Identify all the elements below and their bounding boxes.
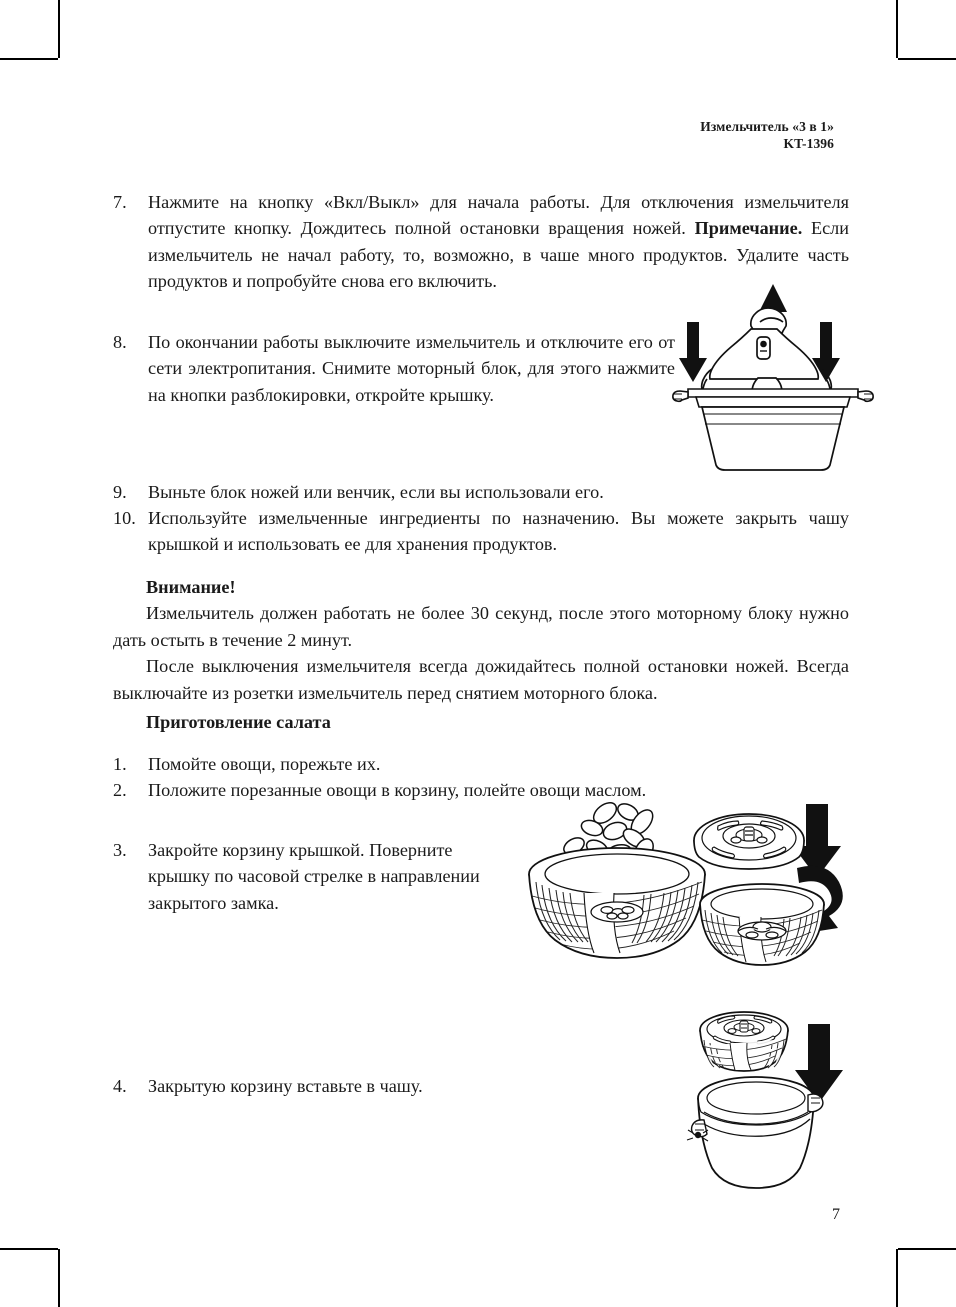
list-item-7-lead: Нажмите на кнопку «Вкл/Выкл» для начала работы. Для отключения измельчителя отпустите кнопку. Дождитесь полной остановки вращения ножей. [148, 192, 849, 239]
list-item-10 [113, 505, 849, 558]
figure-basket-into-bowl [682, 1002, 908, 1192]
list-item-9 [113, 479, 849, 505]
mesh-basket-illustration [529, 848, 705, 958]
salad-section-title [146, 709, 331, 735]
salad-step-1 [113, 751, 849, 777]
figure-motor-unit-removal [662, 282, 884, 472]
crop-mark-right-bottom [898, 1248, 956, 1250]
closed-basket-illustration [700, 1012, 788, 1071]
salad-step-1-number: 1. [113, 754, 127, 774]
list-item-8-number: 8. [113, 332, 127, 352]
salad-step-3-text: Закройте корзину крышкой. Поверните крышку по часовой стрелке в направлении закрытого замка. [148, 840, 480, 913]
crop-mark-right-top [898, 58, 956, 60]
figure-basket-lid-close [692, 800, 918, 975]
bowl-lid-illustration [673, 389, 873, 407]
figure-basket-filling [522, 800, 712, 965]
crop-mark-bottom-right [896, 1249, 898, 1307]
salad-step-2-text: Положите порезанные овощи в корзину, полейте овощи маслом. [148, 780, 647, 800]
salad-section-title-text: Приготовление салата [146, 712, 331, 732]
crop-mark-bottom-left [58, 1249, 60, 1307]
list-item-7-text [148, 189, 849, 295]
list-item-9-text: Выньте блок ножей или венчик, если вы использовали его. [148, 482, 604, 502]
warning-section [113, 574, 849, 706]
salad-step-4-number: 4. [113, 1076, 127, 1096]
salad-step-2-number: 2. [113, 780, 127, 800]
page-number: 7 [832, 1206, 840, 1223]
header-product-title: Измельчитель «3 в 1» [700, 119, 834, 134]
warning-title-text: Внимание! [146, 577, 236, 597]
crop-mark-left-bottom [0, 1248, 58, 1250]
document-header [700, 118, 834, 152]
list-item-7-number: 7. [113, 192, 127, 212]
salad-step-4 [113, 1073, 613, 1099]
salad-step-3-number: 3. [113, 840, 127, 860]
mesh-basket-illustration-2 [700, 884, 824, 965]
warning-paragraph-1: Измельчитель должен работать не более 30 секунд, после этого моторному блоку нужно дать остыть в течение 2 минут. [113, 603, 849, 650]
salad-step-3 [113, 837, 513, 916]
bowl-illustration [702, 407, 844, 470]
crop-mark-top-left [58, 0, 60, 58]
basket-lid-illustration [694, 814, 804, 869]
salad-step-4-text: Закрытую корзину вставьте в чашу. [148, 1076, 423, 1096]
crop-mark-top-right [896, 0, 898, 58]
salad-step-1-text: Помойте овощи, порежьте их. [148, 754, 381, 774]
list-item-7-tail: Если измельчитель не начал работу, то, возможно, в чаше много продуктов. Удалите часть продуктов и попробуйте снова его включить. [148, 218, 849, 292]
arrow-down-left-icon [679, 322, 707, 382]
bowl-illustration-2 [687, 1077, 823, 1188]
list-item-7-note-label: Примечание. [694, 218, 803, 239]
crop-mark-left-top [0, 58, 58, 60]
list-item-9-number: 9. [113, 482, 127, 502]
motor-unit-illustration [702, 308, 832, 402]
header-model-number: KT-1396 [783, 136, 834, 151]
list-item-8 [113, 329, 675, 408]
list-item-8-text: По окончании работы выключите измельчитель и отключите его от сети электропитания. Снимите моторный блок, для этого нажмите на кнопки разблокировки, откройте крышку. [148, 332, 675, 405]
list-item-10-text: Используйте измельченные ингредиенты по назначению. Вы можете закрыть чашу крышкой и использовать ее для хранения продуктов. [148, 508, 849, 555]
warning-paragraph-2: После выключения измельчителя всегда дожидайтесь полной остановки ножей. Всегда выключайте из розетки измельчитель перед снятием моторного блока. [113, 656, 849, 703]
warning-title [146, 574, 849, 600]
list-item-7 [113, 189, 849, 295]
list-item-10-number: 10. [113, 508, 136, 528]
